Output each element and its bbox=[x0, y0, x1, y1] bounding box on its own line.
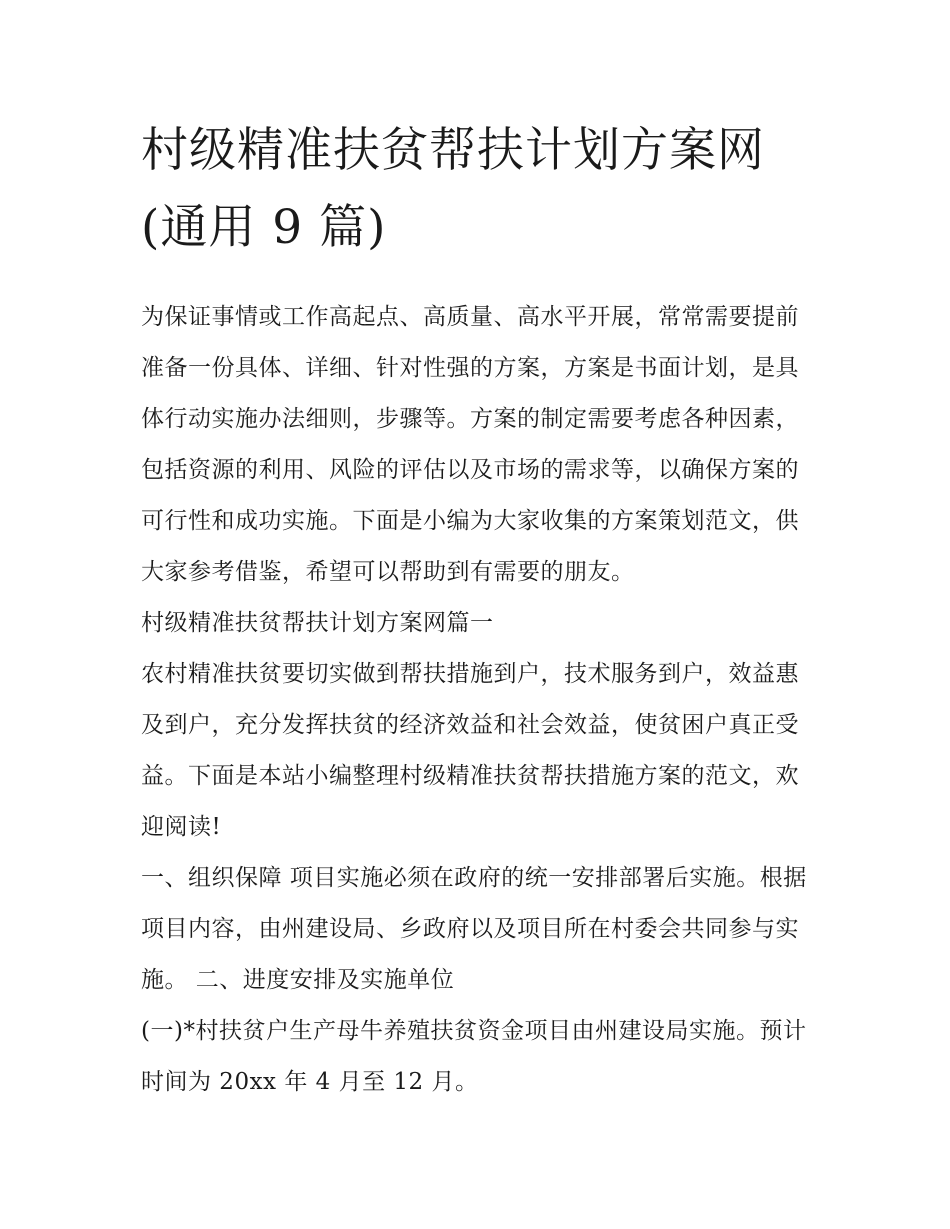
title-line-2: (通用 9 篇) bbox=[141, 200, 387, 255]
body-paragraph: (一)*村扶贫户生产母牛养殖扶贫资金项目由州建设局实施。预计时间为 20xx 年 4 月至 12 月。 bbox=[141, 1018, 807, 1095]
title-line-1: 村级精准扶贫帮扶计划方案网 bbox=[141, 123, 765, 178]
section-heading: 村级精准扶贫帮扶计划方案网篇一 bbox=[141, 610, 494, 636]
intro-paragraph: 为保证事情或工作高起点、高质量、高水平开展，常常需要提前准备一份具体、详细、针对性强的方案，方案是书面计划，是具体行动实施办法细则，步骤等。方案的制定需要考虑各种因素，包括资源的利用、风险的评估以及市场的需求等，以确保方案的可行性和成功实施。下面是小编为大家收集的方案策划范文，供大家参考借鉴，希望可以帮助到有需要的朋友。 bbox=[141, 304, 799, 585]
document-page bbox=[141, 112, 821, 1108]
body-paragraph: 一、组织保障 项目实施必须在政府的统一安排部署后实施。根据项目内容，由州建设局、乡政府以及项目所在村委会共同参与实施。 二、进度安排及实施单位 bbox=[141, 865, 807, 993]
body-paragraph: 农村精准扶贫要切实做到帮扶措施到户，技术服务到户，效益惠及到户，充分发挥扶贫的经济效益和社会效益，使贫困户真正受益。下面是本站小编整理村级精准扶贫帮扶措施方案的范文，欢迎阅读! bbox=[141, 661, 799, 840]
document-title bbox=[141, 112, 821, 266]
